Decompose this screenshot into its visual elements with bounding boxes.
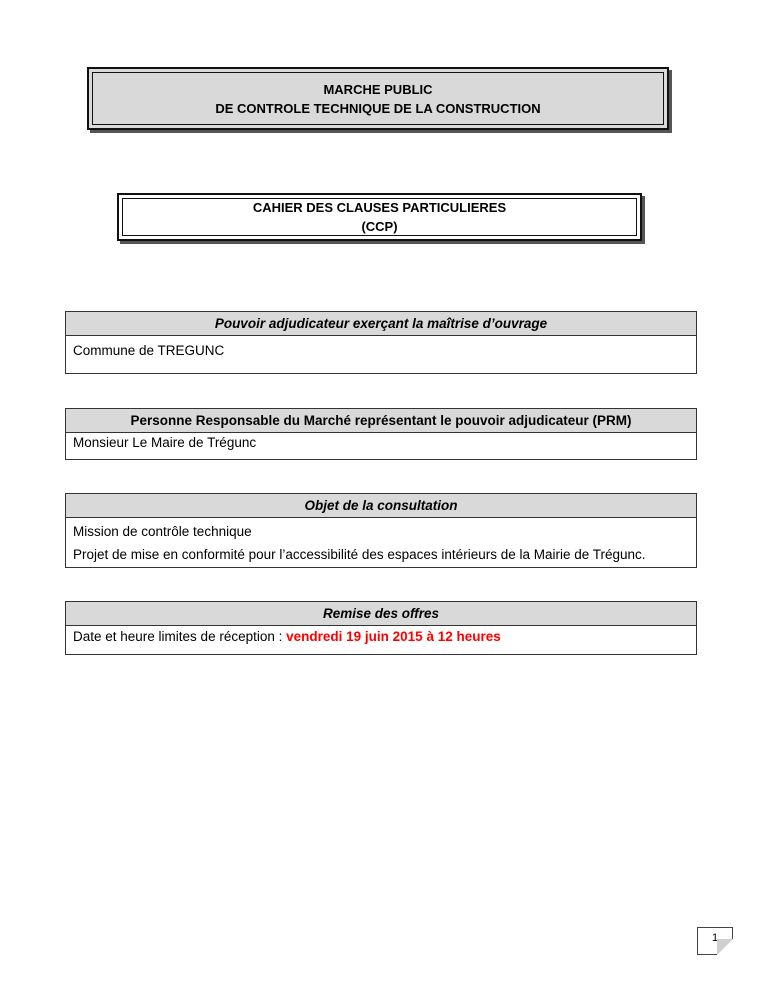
- title-line-2: DE CONTROLE TECHNIQUE DE LA CONSTRUCTION: [215, 100, 541, 116]
- pouvoir-adjudicateur-value: Commune de TREGUNC: [73, 343, 225, 358]
- subtitle-line-1: CAHIER DES CLAUSES PARTICULIERES: [252, 200, 507, 215]
- pouvoir-adjudicateur-header: Pouvoir adjudicateur exerçant la maîtrise d’ouvrage: [66, 312, 696, 336]
- title-line-1: MARCHE PUBLIC: [323, 81, 433, 97]
- objet-consultation-table: [65, 493, 697, 568]
- objet-consultation-body: [66, 518, 696, 567]
- pouvoir-adjudicateur-table: [65, 311, 697, 374]
- page-number: 1: [711, 932, 719, 944]
- subtitle-box: [117, 193, 642, 241]
- remise-offres-body: [66, 626, 696, 654]
- subtitle-line-2: (CCP): [361, 219, 398, 234]
- deadline-value: vendredi 19 juin 2015 à 12 heures: [286, 629, 501, 644]
- deadline-label: Date et heure limites de réception :: [73, 629, 287, 644]
- page-fold-corner: [717, 939, 733, 955]
- objet-line-2: Projet de mise en conformité pour l’accessibilité des espaces intérieurs de la Mairie de Trégunc.: [73, 547, 646, 562]
- page-number-box: [697, 927, 733, 955]
- objet-consultation-header: Objet de la consultation: [66, 494, 696, 518]
- prm-value: Monsieur Le Maire de Trégunc: [73, 435, 257, 450]
- title-box: [87, 67, 669, 130]
- prm-table: [65, 408, 697, 460]
- prm-header: Personne Responsable du Marché représentant le pouvoir adjudicateur (PRM): [66, 409, 696, 433]
- objet-line-1: Mission de contrôle technique: [73, 524, 252, 539]
- remise-offres-table: [65, 601, 697, 655]
- remise-offres-header: Remise des offres: [66, 602, 696, 626]
